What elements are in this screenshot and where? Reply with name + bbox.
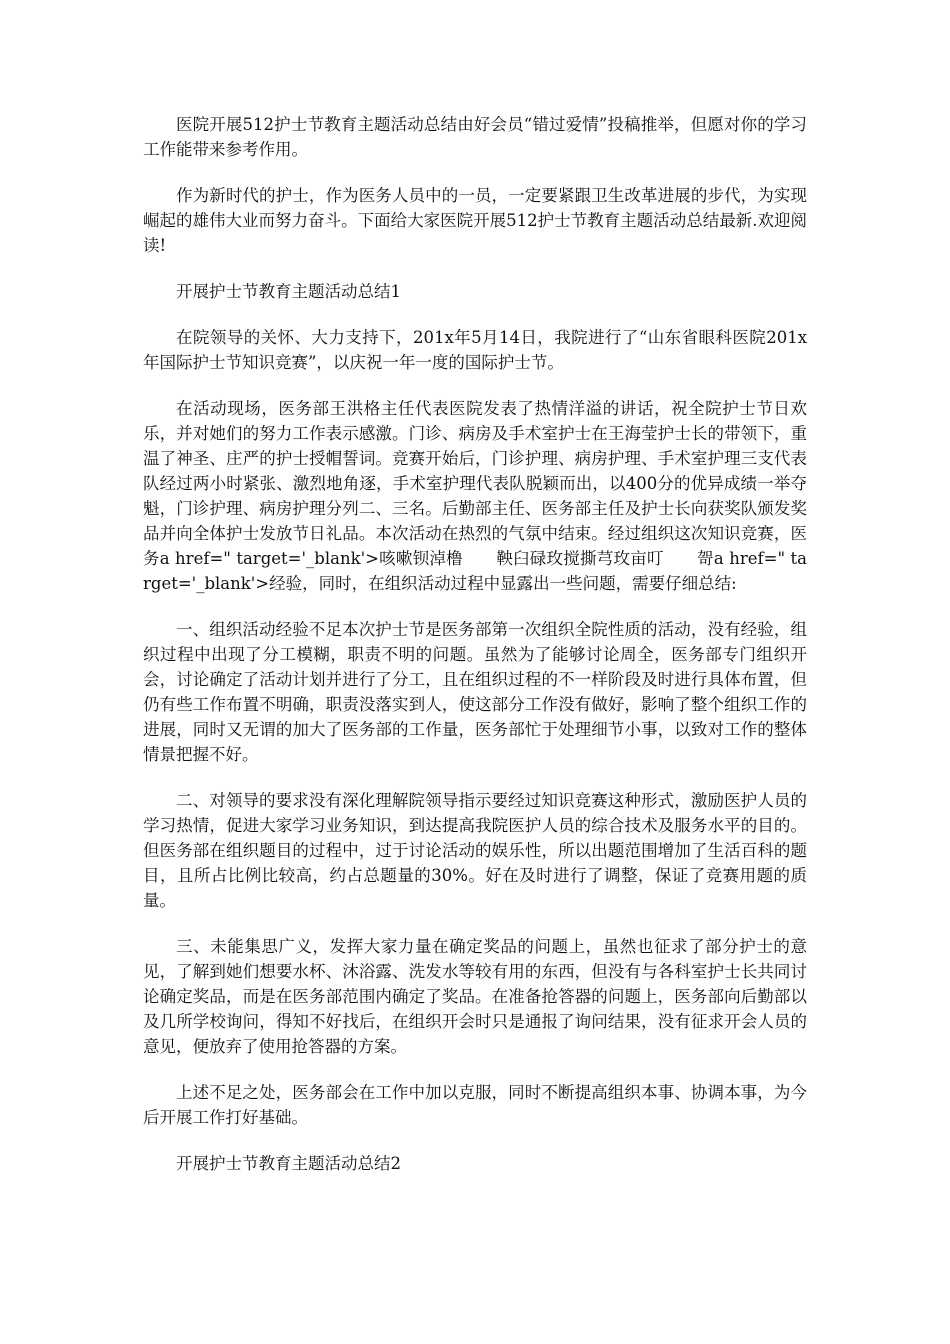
section-heading-1: 开展护士节教育主题活动总结1 (176, 282, 401, 301)
preface-paragraph: 作为新时代的护士，作为医务人员中的一员，一定要紧跟卫生改革进展的步代，为实现崛起的雄伟大业而努力奋斗。下面给大家医院开展512护士节教育主题活动总结最新.欢迎阅读! (143, 186, 807, 255)
event-detail-paragraph: 在活动现场，医务部王洪格主任代表医院发表了热情洋溢的讲话，祝全院护士节日欢乐，并对她们的努力工作表示感激。门诊、病房及手术室护士在王海莹护士长的带领下，重温了神圣、庄严的护士授帽誓词。竞赛开始后，门诊护理、病房护理、手术室护理三支代表队经过两小时紧张、激烈地角逐，手术室护理代表队脱颖而出，以400分的优异成绩一举夺魁，门诊护理、病房护理分列二、三名。后勤部主任、医务部主任及护士长向获奖队颁发奖品并向全体护士发放节日礼品。本次活动在热烈的气氛中结束。经过组织这次知识竞赛，医务a href=" target='_blank'>咳嗽钡淖橹 鞅臼碌玫搅撕芎玫亩叮 哿a href=" target='_blank'>经验，同时，在组织活动过程中显露出一些问题，需要仔细总结: (143, 399, 807, 593)
document-body (143, 112, 807, 1197)
issue-3-paragraph: 三、未能集思广义，发挥大家力量在确定奖品的问题上，虽然也征求了部分护士的意见，了解到她们想要水杯、沐浴露、洗发水等较有用的东西，但没有与各科室护士长共同讨论确定奖品，而是在医务部范围内确定了奖品。在准备抢答器的问题上，医务部向后勤部以及几所学校询问，得知不好找后，在组织开会时只是通报了询问结果，没有征求开会人员的意见，便放弃了使用抢答器的方案。 (143, 937, 807, 1056)
intro-paragraph: 医院开展512护士节教育主题活动总结由好会员“错过爱情”投稿推举，但愿对你的学习工作能带来参考作用。 (143, 115, 807, 159)
event-intro-paragraph: 在院领导的关怀、大力支持下，201x年5月14日，我院进行了“山东省眼科医院201x年国际护士节知识竞赛”，以庆祝一年一度的国际护士节。 (143, 328, 807, 372)
section-heading-2: 开展护士节教育主题活动总结2 (176, 1154, 401, 1173)
issue-1-paragraph: 一、组织活动经验不足本次护士节是医务部第一次组织全院性质的活动，没有经验，组织过程中出现了分工模糊，职责不明的问题。虽然为了能够讨论周全，医务部专门组织开会，讨论确定了活动计划并进行了分工，且在组织过程的不一样阶段及时进行具体布置，但仍有些工作布置不明确，职责没落实到人，使这部分工作没有做好，影响了整个组织工作的进展，同时又无谓的加大了医务部的工作量，医务部忙于处理细节小事，以致对工作的整体情景把握不好。 (143, 620, 807, 764)
issue-2-paragraph: 二、对领导的要求没有深化理解院领导指示要经过知识竞赛这种形式，激励医护人员的学习热情，促进大家学习业务知识，到达提高我院医护人员的综合技术及服务水平的目的。但医务部在组织题目的过程中，过于讨论活动的娱乐性，所以出题范围增加了生活百科的题目，且所占比例比较高，约占总题量的30%。好在及时进行了调整，保证了竞赛用题的质量。 (143, 791, 807, 910)
conclusion-paragraph: 上述不足之处，医务部会在工作中加以克服，同时不断提高组织本事、协调本事，为今后开展工作打好基础。 (143, 1083, 807, 1127)
